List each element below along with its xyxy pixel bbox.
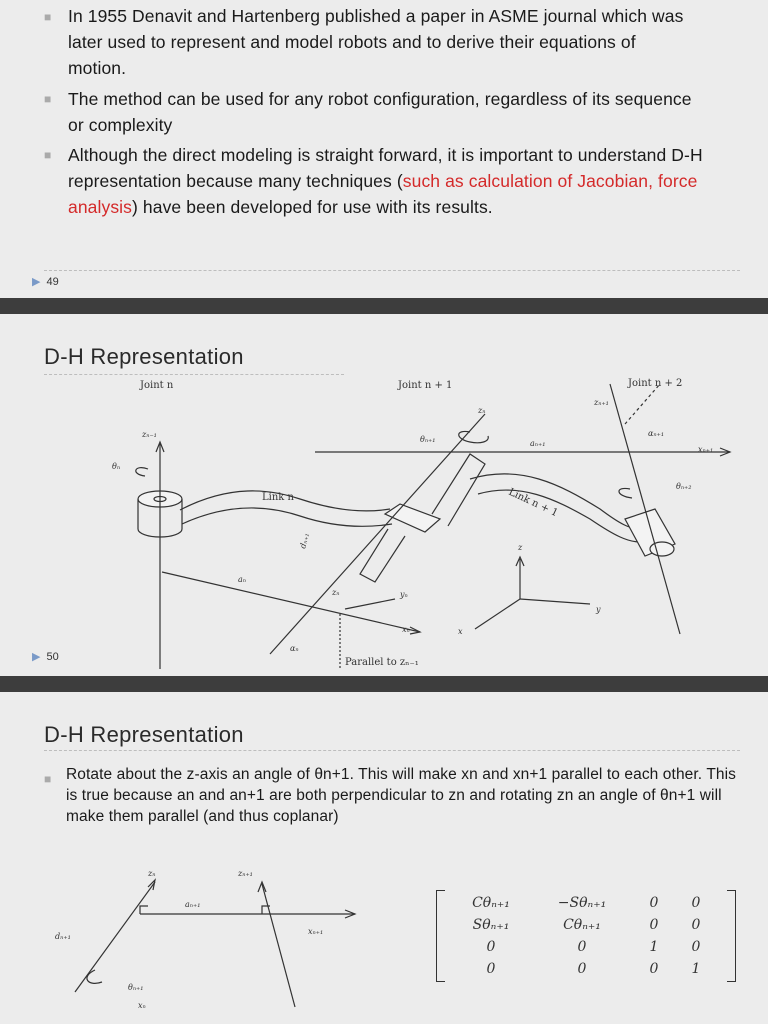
label-joint-n1: Joint n + 1 <box>398 380 453 391</box>
bullet-text: In 1955 Denavit and Hartenberg published a paper in ASME journal which was later used to represent and model robots and to derive their equations of motion. <box>68 6 684 78</box>
matrix-cell: 0 <box>486 961 496 977</box>
label-an1: aₙ₊₁ <box>185 900 201 909</box>
matrix-cell: 1 <box>691 961 701 977</box>
matrix-cell: Cθₙ₊₁ <box>472 895 510 911</box>
label-dn1: dₙ₊₁ <box>55 932 71 941</box>
label-zn-lower: zₙ <box>332 588 340 597</box>
label-thetan1: θₙ₊₁ <box>128 983 144 992</box>
matrix-cell: 0 <box>649 895 659 911</box>
label-z: z <box>518 543 523 552</box>
page-number: ▶ 50 <box>32 651 59 663</box>
label-zn1: zₙ₊₁ <box>594 398 609 407</box>
label-joint-n2: Joint n + 2 <box>628 378 683 389</box>
matrix-bracket-right <box>727 890 736 982</box>
label-link-n1: Link n + 1 <box>506 486 560 520</box>
label-xn1: xₙ₊₁ <box>308 927 324 936</box>
label-alpha-n: αₙ <box>290 644 299 653</box>
label-theta-n: θₙ <box>112 462 121 471</box>
bullet-text: The method can be used for any robot configuration, regardless of its sequence or complexity <box>68 89 692 135</box>
slide-51 <box>0 692 768 1024</box>
matrix-cell: 0 <box>486 939 496 955</box>
matrix-bracket-left <box>436 890 445 982</box>
bullet-marker: ■ <box>44 92 52 106</box>
slide-title: D-H Representation <box>44 722 244 747</box>
matrix-cell: 1 <box>649 939 659 955</box>
label-zn-minus1: zₙ₋₁ <box>142 430 157 439</box>
bullet-text-plain: ) have been developed for use with its results. <box>132 197 493 217</box>
transform-matrix <box>436 890 736 982</box>
bullet-text <box>68 142 728 220</box>
matrix-cell: 0 <box>649 961 659 977</box>
matrix-cell: 0 <box>649 917 659 933</box>
bullet-text-highlight: such as calculation of Jacobian, force <box>402 171 698 191</box>
page-number: ▶ 49 <box>32 276 59 288</box>
label-theta-n2: θₙ₊₂ <box>676 482 692 491</box>
label-theta-n1: θₙ₊₁ <box>420 435 436 444</box>
title-divider <box>44 750 740 751</box>
slide-separator <box>0 676 768 692</box>
page-marker-icon: ▶ <box>32 651 41 663</box>
matrix-cell: 0 <box>577 961 587 977</box>
label-y: y <box>596 605 601 614</box>
slide-separator <box>0 298 768 314</box>
matrix-cell: Sθₙ₊₁ <box>472 917 510 933</box>
label-zn: zₙ <box>148 869 156 878</box>
label-d-n1-top: aₙ₊₁ <box>530 439 546 448</box>
footer-divider <box>44 270 740 271</box>
matrix-grid <box>448 892 724 980</box>
bullet-marker: ■ <box>44 148 52 162</box>
dh-rotation-diagram <box>0 862 420 1012</box>
bullet-text-plain: Although the direct modeling is straight forward, it is important to understand D-H representation because many techniques ( <box>68 145 703 191</box>
label-joint-n: Joint n <box>140 380 174 391</box>
matrix-cell: 0 <box>691 895 701 911</box>
bullet-text-highlight: analysis <box>68 197 133 217</box>
label-x-n: xₙ <box>402 625 410 634</box>
matrix-cell: 0 <box>691 917 701 933</box>
label-d-n1: dₙ₊₁ <box>298 531 312 550</box>
matrix-cell: Cθₙ₊₁ <box>563 917 601 933</box>
label-zn1: zₙ₊₁ <box>238 869 253 878</box>
label-y-n: yₙ <box>400 590 408 599</box>
slide-49 <box>0 0 768 298</box>
slide-title: D-H Representation <box>44 344 244 369</box>
label-zn: zₙ <box>478 406 486 415</box>
slide-50 <box>0 314 768 676</box>
bullet-text: Rotate about the z-axis an angle of θn+1. This will make xn and xn+1 parallel to each other. This is true because an and an+1 are both perpendicular to zn and rotating zn an angle of θn+1 will make them parallel (and thus coplanar) <box>66 766 737 825</box>
page-marker-icon: ▶ <box>32 276 41 288</box>
matrix-cell: 0 <box>577 939 587 955</box>
label-a-n: aₙ <box>238 575 247 584</box>
label-link-n: Link n <box>262 492 294 503</box>
dh-joint-diagram <box>0 314 768 676</box>
bullet-marker: ■ <box>44 10 52 24</box>
label-xn: xₙ <box>138 1001 146 1010</box>
label-x: x <box>458 627 463 636</box>
label-alpha-n1: αₙ₊₁ <box>648 429 665 438</box>
label-parallel: Parallel to zₙ₋₁ <box>345 657 419 668</box>
matrix-cell: −Sθₙ₊₁ <box>557 895 607 911</box>
matrix-cell: 0 <box>691 939 701 955</box>
bullet-marker: ■ <box>44 772 52 786</box>
label-x-n1: xₙ₊₁ <box>698 445 714 454</box>
